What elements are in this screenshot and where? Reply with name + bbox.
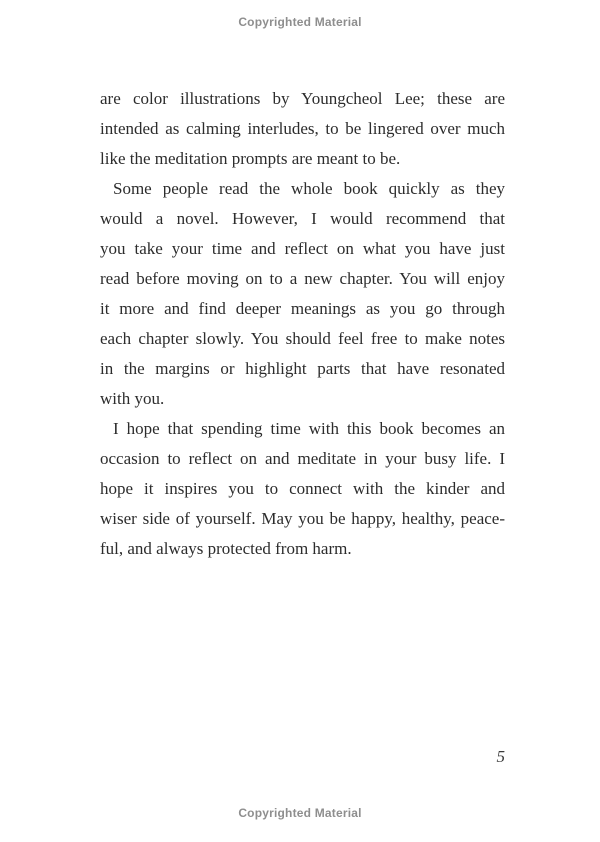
page-number: 5 <box>496 747 505 766</box>
text-line: it more and find deeper meanings as you go through <box>100 299 505 318</box>
paragraph <box>100 414 505 564</box>
text-line: I hope that spending time with this book becomes an <box>113 419 505 438</box>
text-line: are color illustrations by Youngcheol Lee; these are <box>100 89 505 108</box>
text-line: intended as calming interludes, to be lingered over much <box>100 119 505 138</box>
text-line: Some people read the whole book quickly as they <box>113 179 505 198</box>
text-line: occasion to reflect on and meditate in your busy life. I <box>100 449 505 468</box>
text-line: wiser side of yourself. May you be happy, healthy, peace- <box>100 509 505 528</box>
text-line: each chapter slowly. You should feel free to make notes <box>100 329 505 348</box>
text-line: you take your time and reflect on what you have just <box>100 239 505 258</box>
text-line: with you. <box>100 389 165 408</box>
text-line: hope it inspires you to connect with the kinder and <box>100 479 505 498</box>
text-line: ful, and always protected from harm. <box>100 539 352 558</box>
paragraph <box>100 84 505 174</box>
text-line: like the meditation prompts are meant to be. <box>100 149 401 168</box>
paragraph <box>100 174 505 414</box>
text-line: would a novel. However, I would recommend that <box>100 209 505 228</box>
text-line: read before moving on to a new chapter. You will enjoy <box>100 269 505 288</box>
text-line: in the margins or highlight parts that have resonated <box>100 359 505 378</box>
copyright-notice-top: Copyrighted Material <box>238 15 362 29</box>
copyright-notice-bottom: Copyrighted Material <box>238 806 362 820</box>
body-text <box>100 84 505 564</box>
